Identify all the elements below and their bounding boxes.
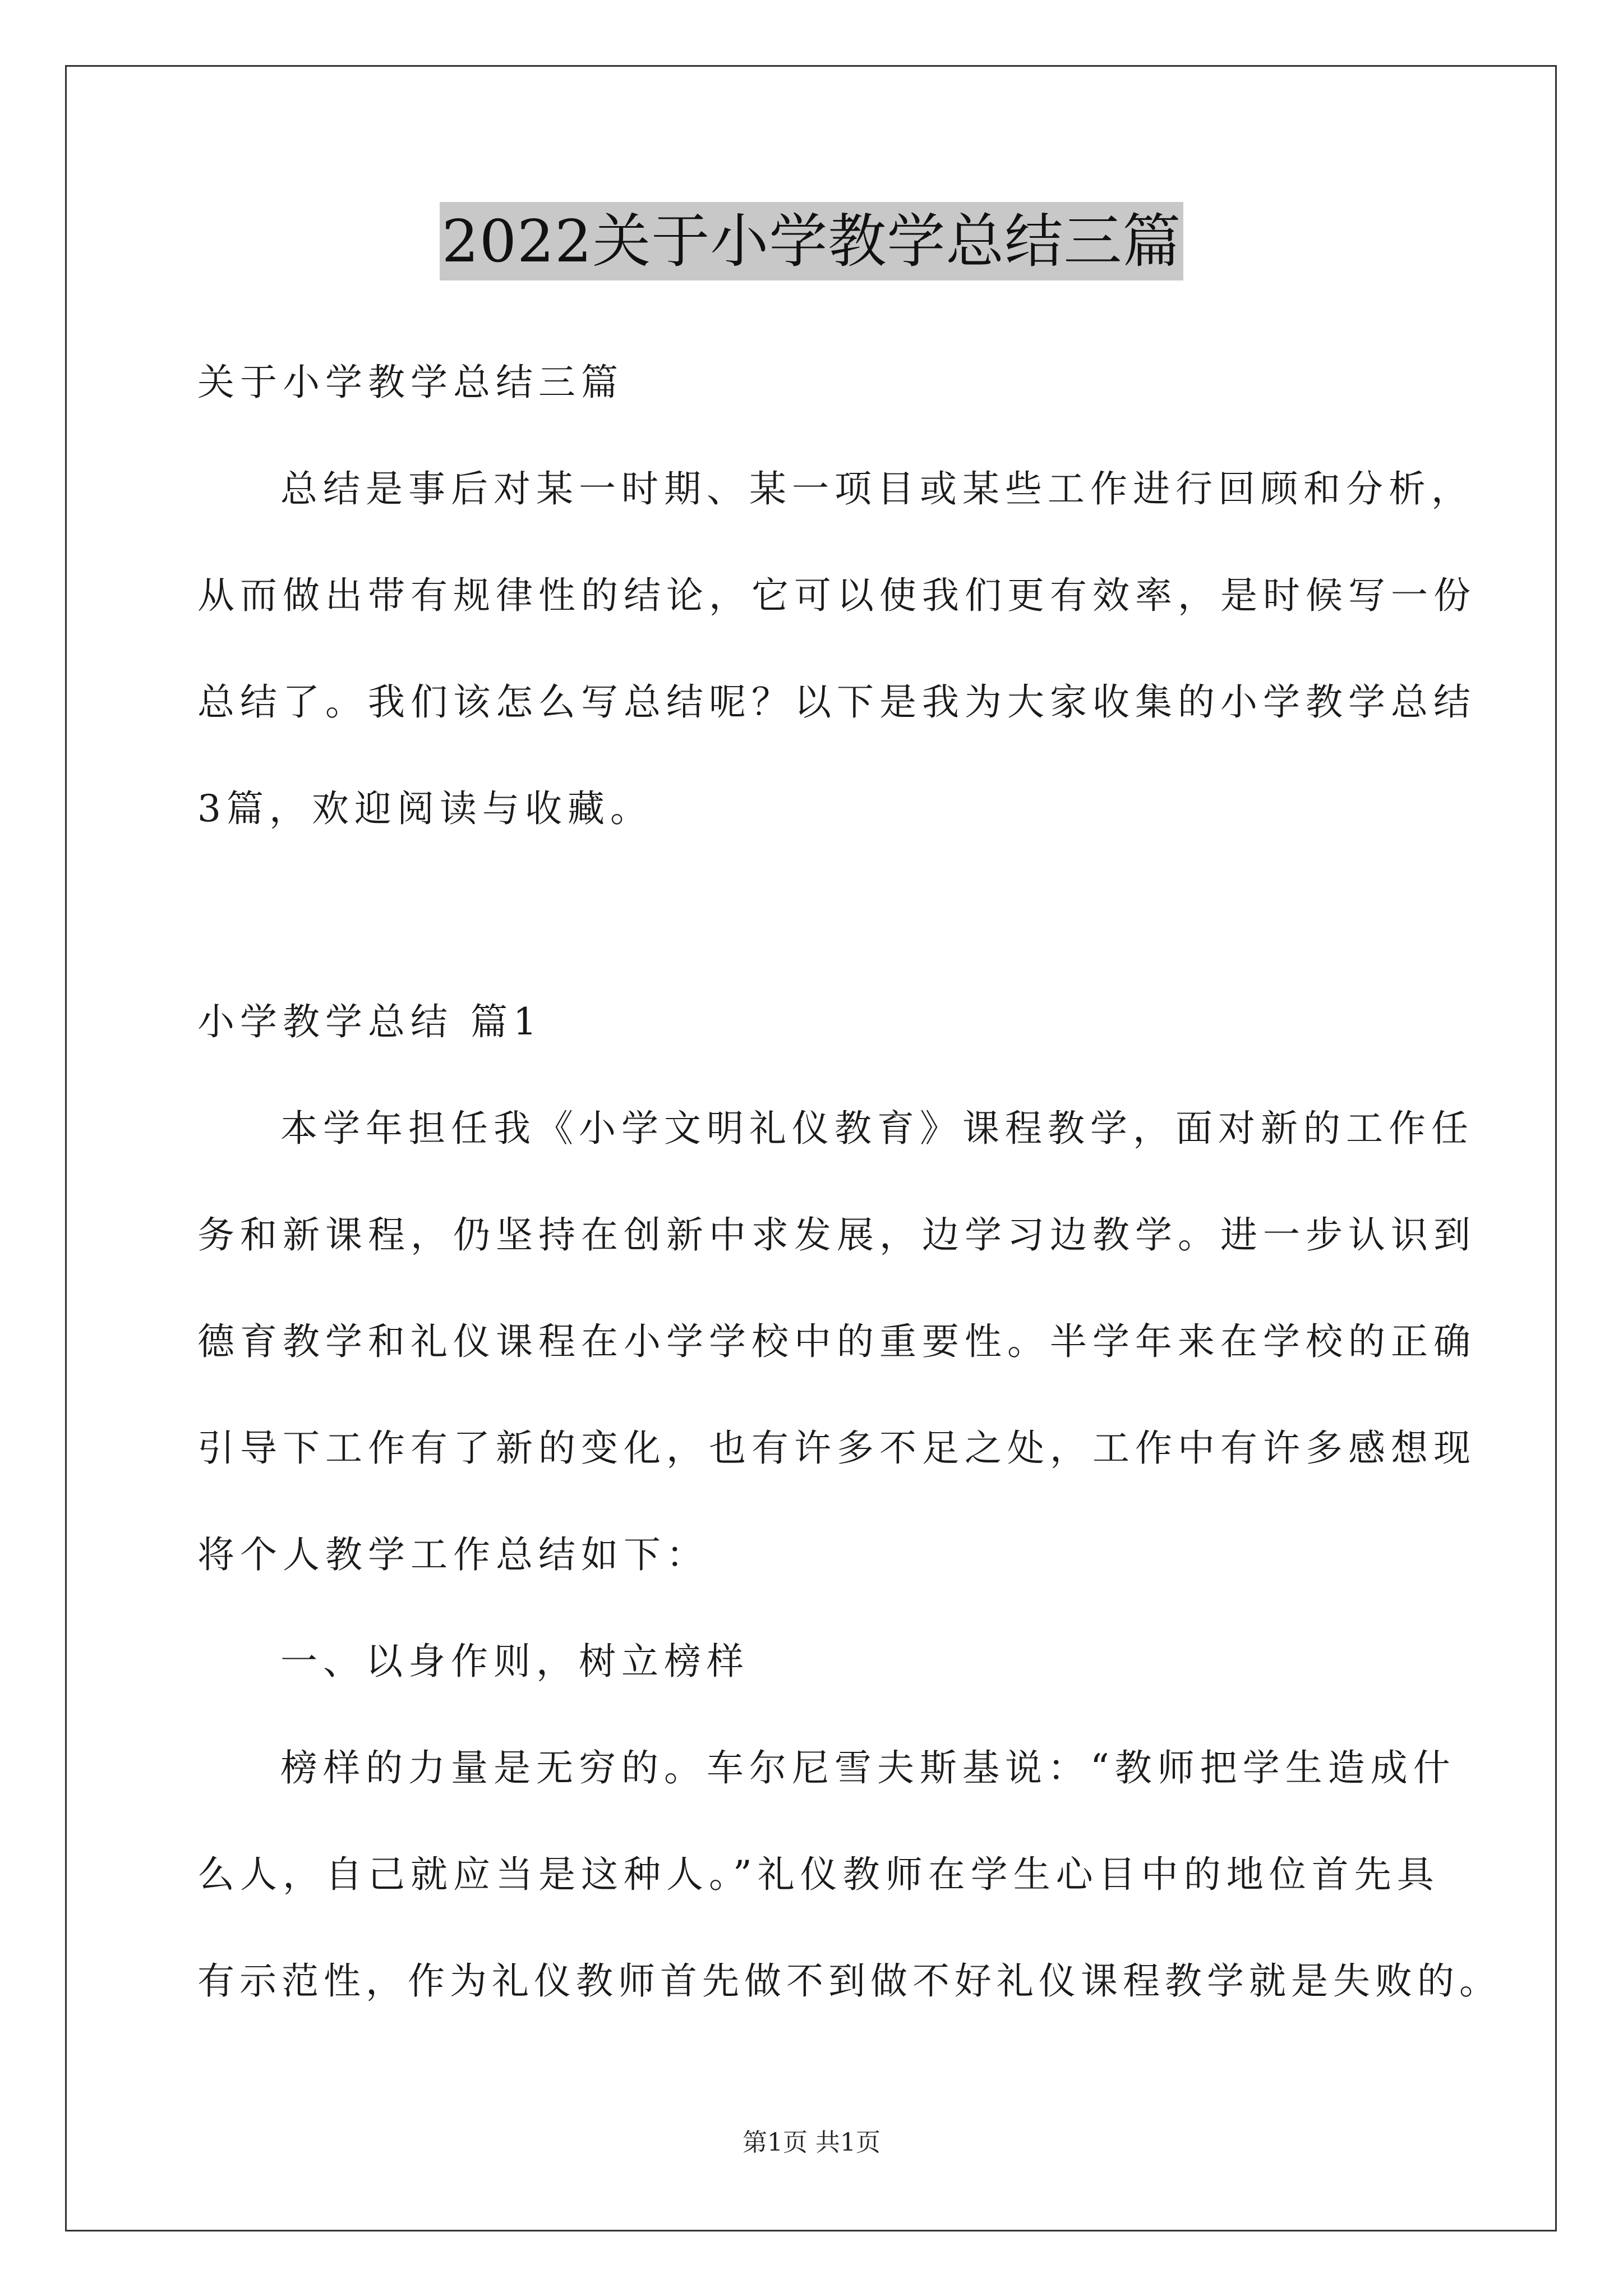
paragraph-line: 德育教学和礼仪课程在小学学校中的重要性。半学年来在学校的正确 bbox=[197, 1320, 1476, 1363]
doc-heading: 关于小学教学总结三篇 bbox=[197, 361, 624, 404]
paragraph-line: 将个人教学工作总结如下： bbox=[197, 1533, 709, 1576]
paragraph-line: 本学年担任我《小学文明礼仪教育》课程教学，面对新的工作任 bbox=[280, 1107, 1474, 1150]
section-heading: 小学教学总结 篇1 bbox=[197, 1000, 542, 1043]
document-title: 2022关于小学教学总结三篇 bbox=[440, 202, 1184, 280]
paragraph-line: 引导下工作有了新的变化，也有许多不足之处，工作中有许多感想现 bbox=[197, 1427, 1476, 1470]
page-number-footer: 第1页 共1页 bbox=[743, 2128, 880, 2157]
paragraph-line: 有示范性，作为礼仪教师首先做不到做不好礼仪课程教学就是失败的。 bbox=[197, 1959, 1501, 2003]
paragraph-line: 么人，自己就应当是这种人。”礼仪教师在学生心目中的地位首先具 bbox=[197, 1853, 1440, 1896]
paragraph-line: 从而做出带有规律性的结论，它可以使我们更有效率，是时候写一份 bbox=[197, 574, 1476, 617]
subsection-heading: 一、以身作则，树立榜样 bbox=[280, 1640, 749, 1683]
paragraph-line: 3篇，欢迎阅读与收藏。 bbox=[197, 787, 653, 830]
title-container bbox=[0, 202, 1623, 280]
paragraph-line: 总结是事后对某一时期、某一项目或某些工作进行回顾和分析， bbox=[280, 467, 1474, 510]
paragraph-line: 务和新课程，仍坚持在创新中求发展，边学习边教学。进一步认识到 bbox=[197, 1213, 1476, 1257]
paragraph-line: 总结了。我们该怎么写总结呢？以下是我为大家收集的小学教学总结 bbox=[197, 680, 1476, 724]
paragraph-line: 榜样的力量是无穷的。车尔尼雪夫斯基说：“教师把学生造成什 bbox=[280, 1746, 1456, 1789]
